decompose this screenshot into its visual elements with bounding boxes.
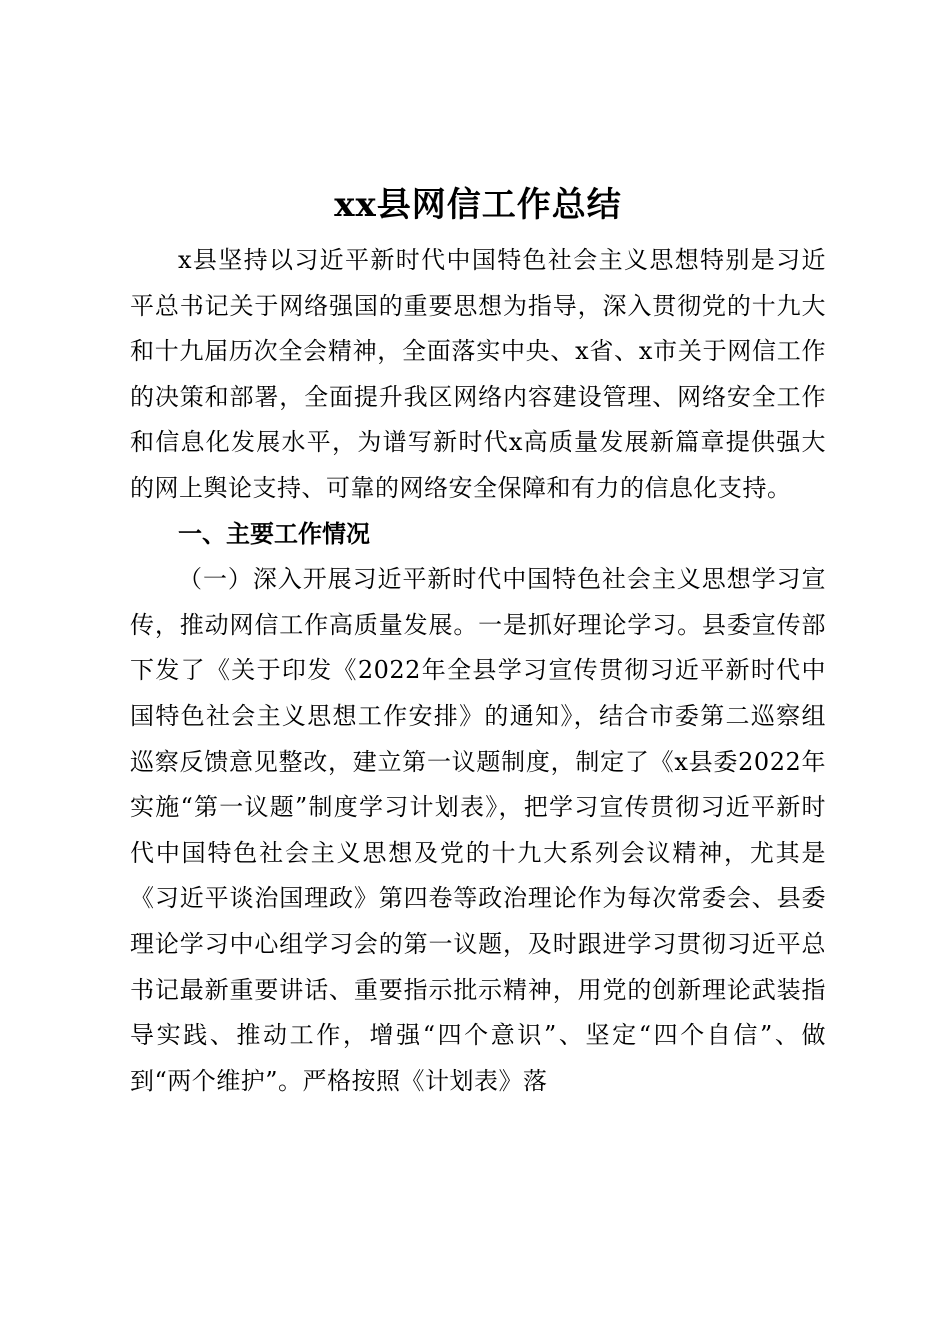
document-title: xx县网信工作总结 xyxy=(334,185,622,225)
section-paragraph-1: （一）深入开展习近平新时代中国特色社会主义思想学习宣传，推动网信工作高质量发展。一是抓好理论学习。县委宣传部下发了《关于印发《2022年全县学习宣传贯彻习近平新时代中国特色社会主义思想工作安排》的通知》，结合市委第二巡察组巡察反馈意见整改，建立第一议题制度，制定了《x县委2022年实施“第一议题”制度学习计划表》，把学习宣传贯彻习近平新时代中国特色社会主义思想及党的十九大系列会议精神，尤其是《习近平谈治国理政》第四卷等政治理论作为每次常委会、县委理论学习中心组学习会的第一议题，及时跟进学习贯彻习近平总书记最新重要讲话、重要指示批示精神，用党的创新理论武装指导实践、推动工作，增强“四个意识”、坚定“四个自信”、做到“两个维护”。严格按照《计划表》落 xyxy=(130,565,826,1095)
document-body xyxy=(130,178,826,1104)
section-heading-main-work: 一、主要工作情况 xyxy=(178,519,370,548)
intro-paragraph: x县坚持以习近平新时代中国特色社会主义思想特别是习近平总书记关于网络强国的重要思想为指导，深入贯彻党的十九大和十九届历次全会精神，全面落实中央、x省、x市关于网信工作的决策和部署，全面提升我区网络内容建设管理、网络安全工作和信息化发展水平，为谱写新时代x高质量发展新篇章提供强大的网上舆论支持、可靠的网络安全保障和有力的信息化支持。 xyxy=(130,246,826,502)
